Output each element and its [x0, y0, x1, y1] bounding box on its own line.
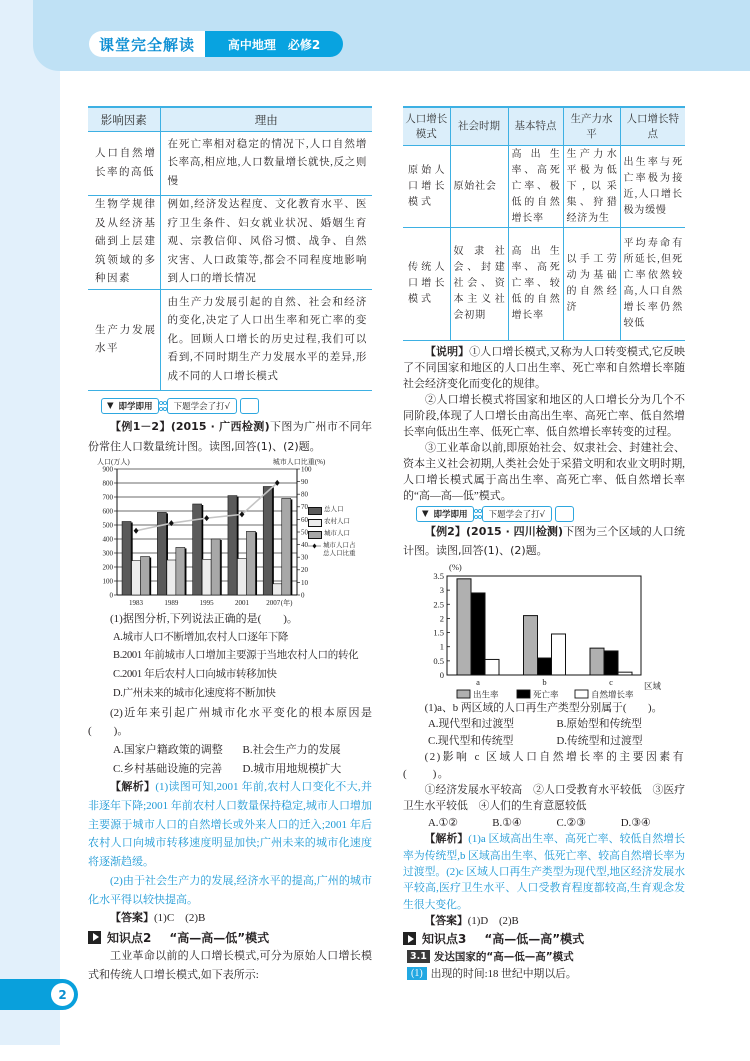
example-2-intro: [403, 523, 685, 560]
option: D.广州未来的城市化速度将不断加快: [113, 687, 276, 699]
option: A.城市人口不断增加,农村人口逐年下降: [113, 631, 289, 643]
option: B.社会生产力的发展: [242, 743, 341, 756]
point-badge: (1): [407, 967, 427, 980]
volume: 必修2: [287, 37, 321, 52]
option: B.2001 年前城市人口增加主要源于当地农村人口的转化: [113, 650, 359, 662]
practice-label: 即学即用: [433, 509, 468, 520]
option: A.①②: [428, 816, 458, 829]
note-text: ①人口增长模式,又称为人口转变模式,它反映了不同国家和地区的人口出生率、死亡率和自然增长率随社会经济变化而变化的规律。: [403, 346, 685, 390]
x-tick-label: 1983: [129, 599, 144, 607]
option: C.现代型和传统型: [428, 734, 514, 747]
option: B.原始型和传统型: [556, 718, 642, 731]
y-tick-label: 2: [439, 613, 444, 624]
legend-swatch-rural: [308, 519, 322, 527]
y2-tick-label: 60: [301, 515, 308, 524]
example-text: 下图为三个区域的人口统计图。读图,回答(1)、(2)题。: [403, 525, 686, 557]
bar-growth-rate: [618, 672, 632, 675]
knowledge-point-heading: [403, 930, 685, 948]
analysis: [403, 831, 685, 913]
table-header-cell: 影响因素: [88, 107, 160, 132]
knowledge-point-label: 知识点2: [107, 930, 152, 945]
y2-tick-label: 40: [301, 541, 308, 549]
example-source: (2015 · 四川检测): [466, 525, 564, 538]
y2-tick-label: 90: [301, 478, 308, 486]
options-row: [403, 733, 685, 749]
bar-birth-rate: [457, 579, 471, 675]
legend-label: 出生率: [473, 689, 499, 700]
table-header-row: [88, 107, 372, 132]
note-item: ③工业革命以前,即原始社会、奴隶社会、封建社会、资本主义社会初期,人类社会处于采猎文明和农业文明时期,人口增长模式属于高出生率、高死亡率、低自然增长率的“高—高—低”模式。: [403, 442, 685, 502]
bar-total: [193, 504, 202, 595]
option: D.城市用地规模扩大: [242, 762, 342, 775]
bar-urban: [282, 498, 291, 595]
legend-label: 死亡率: [533, 689, 559, 700]
note-item: [403, 344, 685, 392]
table-cell: 生产力水平极为低下,以采集、狩猎经济为生: [563, 146, 620, 228]
reason-cell: 由生产力发展引起的自然、社会和经济的变化,决定了人口出生率和死亡率的变化。回顾人口增长的历史过程,我们可以看到,不同时期生产力发展水平的差异,形成不同的人口增长模式: [160, 290, 372, 391]
left-column: [88, 106, 372, 984]
legend-item: [308, 506, 358, 515]
table-header-row: [403, 107, 685, 146]
bar-birth-rate: [524, 616, 538, 675]
notes-label: 【说明】: [425, 345, 470, 358]
x-tick-label: 1989: [164, 599, 179, 607]
y2-tick-label: 80: [301, 490, 308, 499]
question-stem: (1)据图分析,下列说法正确的是( )。: [110, 613, 298, 625]
legend-label: 城市人口: [324, 530, 350, 537]
bar-rural: [167, 560, 176, 595]
subject: 高中地理: [227, 37, 276, 52]
urban-ratio-point: [204, 515, 209, 521]
table-row: [88, 132, 372, 196]
subsection-heading: [403, 948, 685, 965]
table-row: [403, 228, 685, 341]
example-text: 下图为广州市不同年份常住人口数量统计图。读图,回答(1)、(2)题。: [88, 420, 373, 453]
y-tick-label: 3.5: [433, 571, 444, 581]
x-axis-unit: (年): [280, 599, 293, 607]
legend-swatch: [457, 690, 470, 698]
x-tick-label: 2001: [234, 599, 249, 607]
example-1-questions: [88, 610, 372, 984]
triangle-down-icon: ▼: [422, 508, 429, 519]
table-row: [88, 290, 372, 391]
legend-line-marker: [308, 542, 321, 550]
practice-label: 即学即用: [118, 401, 153, 412]
play-icon: [88, 931, 101, 944]
option: C.2001 年后农村人口向城市转移加快: [113, 669, 277, 681]
table-row: [88, 196, 372, 290]
option: B.①④: [492, 816, 522, 829]
right-column: [403, 106, 685, 982]
y-tick-label: 3: [439, 585, 444, 596]
example-source: (2015 · 广西检测): [170, 420, 270, 433]
x-tick-label: a: [476, 677, 480, 687]
practice-prompt: 下题学会了打√: [167, 398, 237, 414]
side-strip: [0, 0, 60, 1045]
note-item: ②人口增长模式将国家和地区的人口增长分为几个不同阶段,体现了人口增长由高出生率、高死亡率、低自然增长率向低出生率、低死亡率、低自然增长率转变的过程。: [403, 394, 685, 438]
practice-bar: [101, 397, 372, 414]
analysis-text: (1)a 区域高出生率、高死亡率、较低自然增长率为传统型,b 区域高出生率、低死亡率、较高自然增长率为过渡型。(2)c 区域人口再生产类型为现代型,地区经济发展水平较高,医疗卫生水平、人口受教育程度都较高,生育观念发生很大变化。: [403, 833, 685, 911]
analysis-label: 【解析】: [110, 780, 156, 794]
y2-tick-label: 50: [301, 528, 308, 537]
table-cell: 原始社会: [450, 146, 508, 228]
option: D.③④: [620, 816, 651, 829]
growth-mode-table: [403, 106, 685, 341]
knowledge-point-label: 知识点3: [422, 932, 467, 947]
bar-urban: [246, 531, 255, 595]
y2-tick-label: 30: [301, 553, 308, 562]
bar-death-rate: [538, 658, 552, 675]
legend-label: 农村人口: [324, 518, 350, 525]
done-checkbox[interactable]: [240, 398, 259, 414]
y-tick-label: 0: [109, 591, 113, 600]
subsection-badge: 3.1: [407, 950, 430, 963]
legend-swatch-urban: [308, 531, 322, 539]
region-rate-chart: [400, 560, 665, 700]
x-tick-label: b: [542, 677, 547, 687]
bar-total: [122, 522, 131, 596]
factor-table: [88, 106, 372, 391]
y-tick-label: 100: [102, 577, 113, 586]
bar-death-rate: [471, 593, 485, 675]
link-icon: [474, 507, 482, 521]
option: A.现代型和过渡型: [428, 718, 515, 731]
bar-growth-rate: [552, 634, 566, 675]
table-cell: 传统人口增长模式: [403, 228, 450, 341]
answer: [403, 913, 685, 929]
table-cell: 以手工劳动为基础的自然经济: [563, 228, 620, 341]
subsection-title: 发达国家的“高—低—高”模式: [433, 950, 574, 963]
table-header-cell: 人口增长特点: [620, 107, 685, 146]
option: D.传统型和过渡型: [556, 734, 643, 747]
x-tick-label: c: [609, 677, 613, 687]
y-tick-label: 300: [102, 549, 113, 558]
y-tick-label: 2.5: [433, 599, 444, 610]
y-tick-label: 0.5: [433, 655, 444, 666]
point-text: 出现的时间:18 世纪中期以后。: [430, 967, 577, 980]
analysis-text: (2)由于社会生产力的发展,经济水平的提高,广州的城市化水平得以较快提高。: [88, 874, 372, 906]
y-tick-label: 600: [102, 507, 113, 516]
y2-tick-label: 20: [301, 566, 308, 575]
table-header-cell: 理由: [160, 107, 372, 132]
options-row: [88, 741, 372, 760]
options-row: [403, 815, 685, 831]
statement: ④人们的生育意愿较低: [478, 800, 587, 813]
bar-urban: [176, 547, 185, 595]
y2-tick-label: 10: [301, 578, 308, 587]
question-stem: (2)影响 c 区域人口自然增长率的主要因素有( )。: [403, 751, 685, 780]
y-axis-title: 人口(万人): [97, 458, 130, 466]
practice-prompt: 下题学会了打√: [482, 506, 552, 522]
example-label: 【例1－2】: [110, 420, 171, 433]
answer-text: (1)C (2)B: [154, 912, 206, 925]
table-header-cell: 人口增长模式: [403, 107, 450, 146]
point-item: [403, 965, 685, 982]
section-intro: 工业革命以前的人口增长模式,可分为原始人口增长模式和传统人口增长模式,如下表所示:: [88, 949, 372, 981]
table-cell: 平均寿命有所延长,但死亡率依然较高,人口自然增长率仍然较低: [620, 228, 685, 341]
legend-item: [308, 518, 358, 527]
answer: [88, 909, 372, 928]
population-chart: [95, 456, 356, 610]
done-checkbox[interactable]: [555, 506, 574, 522]
table-header-cell: 社会时期: [450, 107, 508, 146]
example-2-questions: [403, 700, 685, 982]
answer-label: 【答案】: [424, 914, 468, 928]
y-tick-label: 900: [102, 465, 113, 474]
question-stem: (1)a、b 两区域的人口再生产类型分别属于( )。: [424, 702, 663, 714]
analysis-label: 【解析】: [424, 832, 469, 846]
legend-swatch-total: [308, 507, 322, 515]
y2-tick-label: 100: [301, 465, 312, 474]
knowledge-point-title: “高—高—低”模式: [169, 930, 270, 945]
factor-cell: 生产力发展水平: [88, 290, 160, 391]
statement: ①经济发展水平较高: [424, 784, 523, 797]
y-tick-label: 200: [102, 563, 113, 572]
bar-urban: [211, 539, 220, 595]
bar-birth-rate: [590, 648, 604, 675]
statements: [403, 782, 685, 815]
legend-label: 自然增长率: [591, 689, 634, 700]
statement: ②人口受教育水平较低: [533, 784, 642, 797]
y-tick-label: 500: [102, 521, 113, 530]
y2-tick-label: 70: [301, 503, 308, 512]
factor-cell: 人口自然增长率的高低: [88, 132, 160, 196]
y-tick-label: 0: [439, 670, 444, 680]
bar-rural: [237, 559, 246, 595]
question-stem: (2)近年来引起广州城市化水平变化的根本原因是( )。: [88, 706, 372, 738]
y-axis-title: (%): [449, 562, 462, 572]
y-tick-label: 400: [102, 535, 113, 544]
urban-ratio-point: [134, 528, 139, 534]
option: C.②③: [556, 816, 586, 829]
y-tick-label: 1: [439, 641, 444, 652]
practice-label-box: [416, 506, 474, 522]
y2-axis-title: 城市人口比重(%): [272, 458, 326, 466]
y2-tick-label: 0: [301, 591, 305, 600]
play-icon: [403, 932, 416, 945]
y-tick-label: 1.5: [433, 627, 444, 638]
notes: [403, 344, 685, 504]
bar-rural: [273, 584, 282, 595]
statement: ③医疗卫生水平较低: [403, 784, 686, 813]
legend-label: 总人口: [324, 506, 344, 513]
bar-growth-rate: [485, 659, 499, 675]
example-label: 【例2】: [425, 525, 467, 538]
factor-cell: 生物学规律及从经济基础到上层建筑领域的多种因素: [88, 196, 160, 290]
table-cell: 出生率与死亡率极为接近,人口增长极为缓慢: [620, 146, 685, 228]
subject-label: [205, 31, 343, 57]
bar-urban: [141, 557, 150, 596]
practice-label-box: [101, 398, 159, 414]
example-1-intro: [88, 417, 372, 456]
x-axis-title: 区域: [644, 681, 662, 691]
table-header-cell: 基本特点: [508, 107, 563, 146]
legend-item: [308, 542, 357, 558]
analysis: [88, 778, 372, 872]
bar-rural: [202, 559, 211, 595]
table-cell: 原始人口增长模式: [403, 146, 450, 228]
table-cell: 高出生率、高死亡率、极低的自然增长率: [508, 146, 563, 228]
x-tick-label: 2007: [266, 599, 281, 607]
practice-bar: [416, 505, 685, 522]
y-tick-label: 700: [102, 493, 113, 502]
options-row: [88, 760, 372, 779]
reason-cell: 例如,经济发达程度、文化教育水平、医疗卫生条件、妇女就业状况、婚姻生育观、宗教信仰、风俗习惯、战争、自然灾害、人口政策等,都会不同程度地影响到人口的增长情况: [160, 196, 372, 290]
header-pill: [89, 31, 343, 57]
bar-total: [263, 487, 272, 596]
legend-item: [308, 530, 358, 539]
table-cell: 高出生率、高死亡率、较低的自然增长率: [508, 228, 563, 341]
table-header-cell: 生产力水平: [563, 107, 620, 146]
table-row: [403, 146, 685, 228]
legend-swatch: [575, 690, 588, 698]
table-cell: 奴隶社会、封建社会、资本主义社会初期: [450, 228, 508, 341]
option: A.国家户籍政策的调整: [113, 743, 223, 756]
bar-rural: [132, 561, 141, 595]
region-rate-chart-svg: [400, 560, 665, 700]
bar-death-rate: [604, 651, 618, 675]
reason-cell: 在死亡率相对稳定的情况下,人口自然增长率高,相应地,人口数量增长就快,反之则慢: [160, 132, 372, 196]
knowledge-point-heading: [88, 928, 372, 947]
y-tick-label: 800: [102, 479, 113, 488]
analysis-text: (1)读图可知,2001 年前,农村人口变化不大,并非逐年下降;2001 年前农村人口数量保持稳定,城市人口增加主要源于城市人口的自然增长或外来人口的迁入;2001 年后农村人口向城市转移速度明显加快;广州未来的城市化速度将逐渐趋缓。: [88, 781, 373, 869]
x-tick-label: 1995: [199, 599, 214, 607]
triangle-down-icon: ▼: [107, 400, 114, 411]
bar-total: [228, 496, 237, 595]
options-row: [403, 716, 685, 732]
link-icon: [159, 399, 167, 413]
option: C.乡村基础设施的完善: [113, 762, 223, 775]
knowledge-point-title: “高—低—高”模式: [484, 932, 585, 947]
answer-text: (1)D (2)B: [467, 915, 519, 928]
answer-label: 【答案】: [110, 911, 154, 925]
legend-label: 城市人口占总人口比重: [323, 542, 356, 557]
page-number: 2: [51, 983, 74, 1006]
legend-swatch: [517, 690, 530, 698]
book-title: 课堂完全解读: [89, 31, 205, 57]
